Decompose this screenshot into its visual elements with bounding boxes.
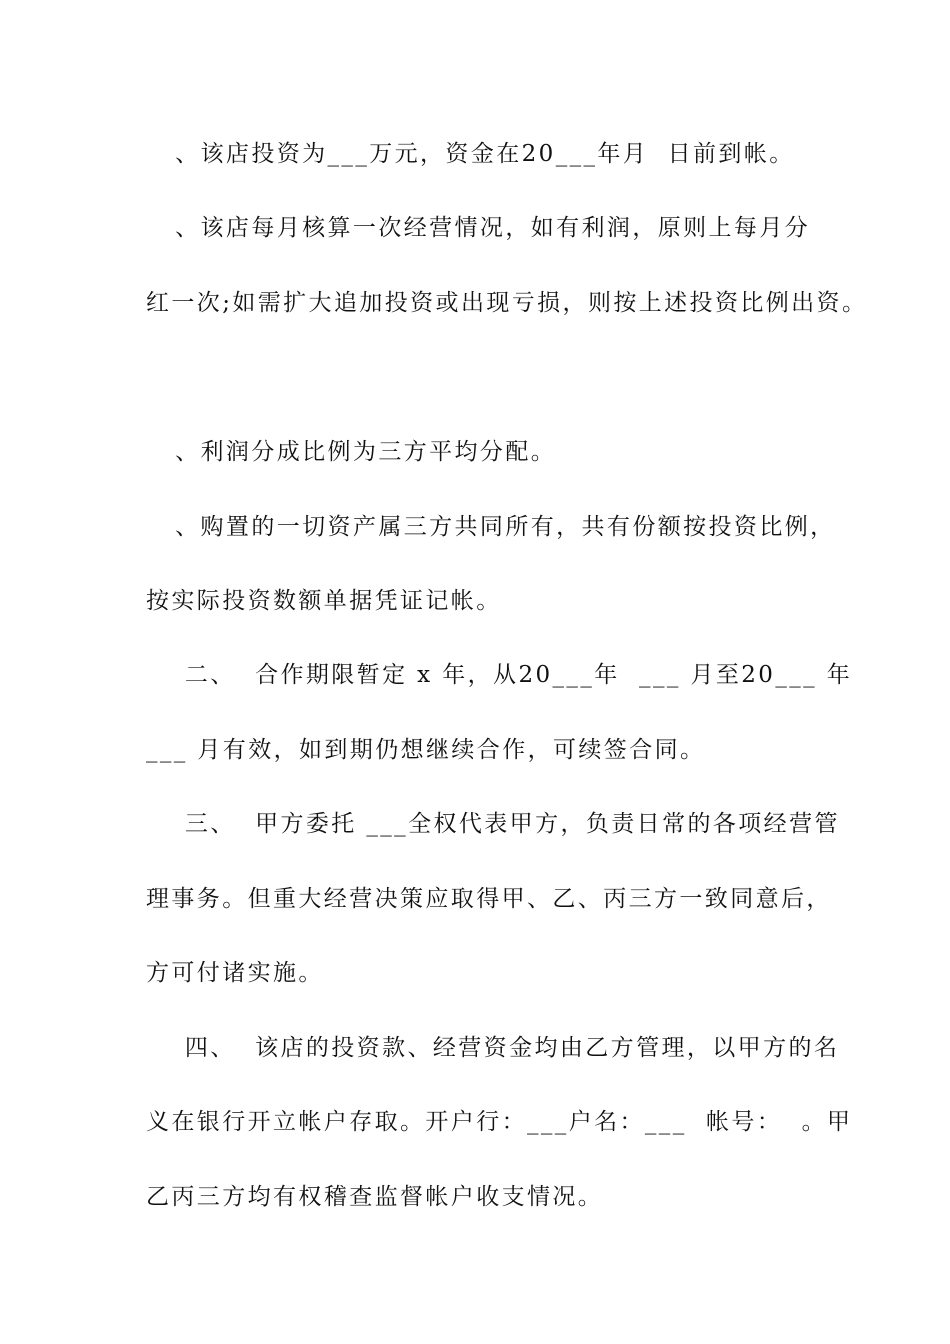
section-four-funds-end: 乙丙三方均有权稽查监督帐户收支情况。 xyxy=(146,1184,604,1210)
section-three-delegation-cont: 理事务。但重大经营决策应取得甲、乙、丙三方一致同意后， xyxy=(146,886,832,912)
paragraph-monthly-accounting-cont: 红一次;如需扩大追加投资或出现亏损，则按上述投资比例出资。 xyxy=(146,290,868,316)
paragraph-monthly-accounting: 、该店每月核算一次经营情况，如有利润，原则上每月分 xyxy=(146,215,811,241)
paragraph-profit-sharing: 、利润分成比例为三方平均分配。 xyxy=(146,439,557,465)
section-three-delegation: 三、 甲方委托 ___全权代表甲方，负责日常的各项经营管 xyxy=(146,811,840,837)
section-four-funds: 四、 该店的投资款、经营资金均由乙方管理，以甲方的名 xyxy=(146,1035,840,1061)
section-four-funds-cont: 义在银行开立帐户存取。开户行：___户名：___ 帐号： 。甲 xyxy=(146,1109,853,1135)
section-two-term-cont: ___ 月有效，如到期仍想继续合作，可续签合同。 xyxy=(146,737,706,763)
section-two-term: 二、 合作期限暂定 x 年，从20___年 ___ 月至20___ 年 xyxy=(146,662,853,688)
paragraph-investment-amount: 、该店投资为___万元，资金在20___年月 日前到帐。 xyxy=(146,141,795,167)
section-three-delegation-end: 方可付诸实施。 xyxy=(146,960,324,986)
paragraph-assets: 、购置的一切资产属三方共同所有，共有份额按投资比例， xyxy=(146,514,836,540)
paragraph-assets-cont: 按实际投资数额单据凭证记帐。 xyxy=(146,588,502,614)
